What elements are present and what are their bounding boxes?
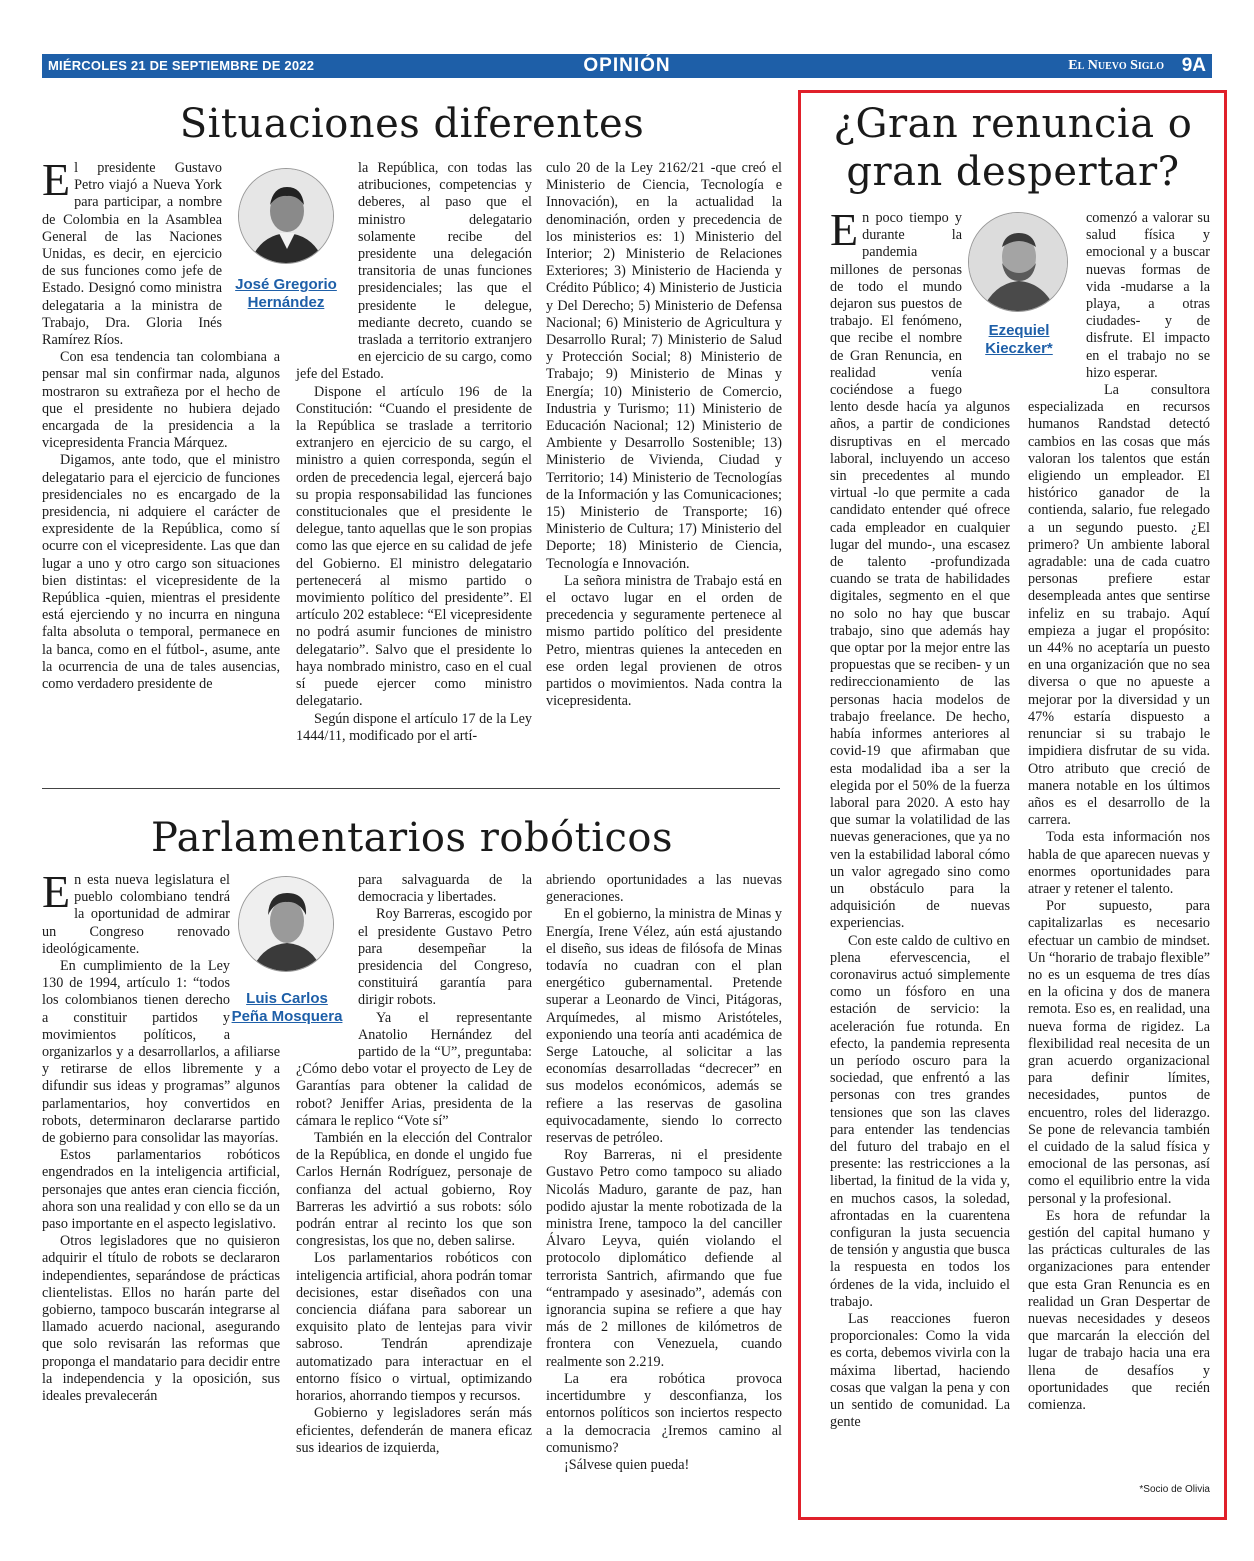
publication-date: MIÉRCOLES 21 DE SEPTIEMBRE DE 2022 xyxy=(48,58,315,73)
article1-column-3 xyxy=(546,160,782,711)
author-name-line1: Luis Carlos xyxy=(246,990,328,1007)
article2-col2-para: Ya el representante Anatolio Hernández del partido de la “U”, preguntaba: ¿Cómo debo votar el proyecto de Ley de Garantías para obtener la calidad de robot? Jeniffer Arias, presidenta de la cámara le replico “Vote sí” xyxy=(296,1009,532,1129)
article1-col2-para: la República, con todas las atribuciones, competencias y deberes, al paso que el ministro delegatario solamente recibe del presidente una delegación transitoria de unas funciones presidenciales; las que el presidente le delegue, mediante decreto, cuando se traslada a territorio extranjero en ejercicio de su cargo, como jefe del Estado. xyxy=(296,160,532,383)
article1-col3-para: culo 20 de la Ley 2162/21 -que creó el Ministerio de Ciencia, Tecnología e Innovación), en la actualidad la denominación, orden y precedencia de los ministerios es: 1) Ministerio del Interior; 2) Ministerio de Relaciones Exteriores; 3) Ministerio de Hacienda y Crédito Público; 4) Ministerio de Justicia y Del Derecho; 5) Ministerio de Defensa Nacional; 6) Ministerio de Agricultura y Desarrollo Rural; 7) Ministerio de Salud y Protección Social; 8) Ministerio de Trabajo; 9) Ministerio de Minas y Energía; 10) Ministerio de Comercio, Industria y Turismo; 11) Ministerio de Educación Nacional; 12) Ministerio de Ambiente y Desarrollo Sostenible; 13) Ministerio de Vivienda, Ciudad y Territorio; 14) Ministerio de Tecnologías de la Información y las Comunicaciones; 15) Ministerio de Transporte; 16) Ministerio de Cultura; 17) Ministerio del Deporte; 18) Ministerio de Ciencia, Tecnología e Innovación. xyxy=(546,160,782,572)
article-title-parlamentarios: Parlamentarios robóticos xyxy=(150,815,674,861)
article1-col2-para: Dispone el artículo 196 de la Constitución: “Cuando el presidente de la República se traslade a territorio extranjero en ejercicio de su cargo, el ministro a quien corresponda, según el orden de precedencia legal, ejercerá bajo su propia responsabilidad las funciones constitucionales que el presidente le delegue, tanto aquellas que le son propias como las que ejerce en su calidad de jefe del Gobierno. El ministro delegatario pertenecerá al mismo partido o movimiento político del presidente”. El artículo 202 establece: “El vicepresidente no podrá asumir funciones de ministro delegatario”. Salvo que el presidente lo haya nombrado ministro, caso en el cual sí puede ejercer como ministro delegatario. xyxy=(296,383,532,710)
title-line2: gran despertar? xyxy=(846,149,1180,195)
article3-col1-para: Las reacciones fueron proporcionales: Como la vida es corta, debemos vivirla con la máxima libertad, haciendo cosas que valgan la pena y con un sentido de comunidad. La gente xyxy=(830,1311,1010,1431)
article2-col1-para: Otros legisladores que no quisieron adquirir el título de robots se declararon independientes, separándose de prácticas clientelistas. Ellos no harán parte del gobierno, tampoco buscarán integrarse al llamado acuerdo nacional, asegurando que solo revisarán las reformas que proponga el mandatario para decidir entre la independencia y la oposición, sus ideales prevalecerán xyxy=(42,1233,280,1405)
author-footnote: *Socio de Olivia xyxy=(1139,1484,1210,1495)
page-number: 9A xyxy=(1181,55,1206,76)
article3-col2-para: Es hora de refundar la gestión del capital humano y las prácticas culturales de las organizaciones para entender que esta Gran Renuncia es en realidad un Gran Despertar de nuevas necesidades y deseos que marcarán la elección del lugar de trabajo hacia una era llena de desafíos y oportunidades que recién comienza. xyxy=(1028,1207,1210,1414)
article1-column-2 xyxy=(296,160,532,745)
article1-col1-para: El presidente Gustavo Petro viajó a Nueva York para participar, a nombre de Colombia en la Asamblea General de las Naciones Unidas, es decir, en ejercicio de sus funciones como jefe de Estado. Designó como ministra delegataria a la ministra de Trabajo, Dra. Gloria Inés Ramírez Ríos. xyxy=(42,154,222,349)
author-name-line2: Peña Mosquera xyxy=(231,1008,343,1025)
article3-dropcap: E xyxy=(830,204,859,255)
article2-col1-para: En esta nueva legislatura el pueblo colombiano tendrá la oportunidad de admirar un Congreso renovado ideológicamente. xyxy=(42,866,230,957)
article2-col2-para: Gobierno y legisladores serán más eficientes, defenderán de manera eficaz sus idearios de izquierda, xyxy=(296,1405,532,1456)
article1-col3-para: La señora ministra de Trabajo está en el octavo lugar en el orden de precedencia y seguramente pertenece al mismo partido político del presidente Petro, mientras quienes la anteceden en ese orden legal provienen de otros partidos o movimientos. Nada contra la vicepresidenta. xyxy=(546,572,782,710)
article2-col3-para: En el gobierno, la ministra de Minas y Energía, Irene Vélez, aún está ajustando el diseño, sus ideas de filósofa de Minas todavía no cuadran con el plan energético gubernamental. Pretende superar a Leonardo de Vinci, Pitágoras, Arquímedes, al mismo Aristóteles, exponiendo una teoría anti académica de Serge Latouche, al solicitar a las economías desarrolladas “decrecer” en sus modelos económicos, además se refiere a las reservas de gasolina equivocadamente, siendo lo correcto reservas de petróleo. xyxy=(546,906,782,1147)
article3-col2-para: La consultora especializada en recursos humanos Randstad detectó cambios en las cosas que más valoran los talentos que están eligiendo un empleador. El histórico ganador de la contienda, salario, fue relegado a un segundo puesto. ¿El primero? Un ambiente laboral agradable: una de cada cuatro personas prefiere estar desempleada antes que sentirse infeliz en su trabajo. Aquí empieza a jugar el propósito: un 44% no aceptaría un puesto en una organización que no sea diversa o que no apueste a mejorar por la diversidad y un 47% estaría dispuesto a renunciar si su trabajo le impidiera disfrutar de su vida. Otro atributo que creció de manera notable en los últimos años es el desarrollo de la carrera. xyxy=(1028,382,1210,829)
article3-col2-para: Por supuesto, para capitalizarlas es necesario efectuar un cambio de mindset. Un “horario de trabajo flexible” no es un esquema de tres días en la oficina y dos de manera remota. Eso es, en realidad, una nueva forma de rigidez. La flexibilidad real necesita de un gran acuerdo organizacional para definir límites, necesidades, puntos de encuentro, roles del liderazgo. Se pone de relevancia también el cuidado de la salud física y emocional de las personas, así como el equilibrio entre la vida personal y la profesional. xyxy=(1028,898,1210,1207)
article2-col1-para: Estos parlamentarios robóticos engendrados en la inteligencia artificial, personajes que antes eran ciencia ficción, ahora son una realidad y con ello se da un paso importante en el aspecto legislativo. xyxy=(42,1147,280,1233)
article3-col2-para: comenzó a valorar su salud física y emocional y a buscar nuevas formas de vida -mudarse a la playa, a otras ciudades- y de disfrute. El impacto en el trabajo no se hizo esperar. xyxy=(1086,210,1210,381)
article3-column-2 xyxy=(1028,210,1210,1414)
article2-col2-para: Los parlamentarios robóticos con inteligencia artificial, ahora podrán tomar decisiones, estar diseñados con una conciencia diáfana para saborear un exquisito plato de lentejas para vivir sabroso. Tendrán aprendizaje automatizado para interactuar en el entorno físico o virtual, optimizando horarios, ahorrando tiempos y recursos. xyxy=(296,1250,532,1405)
article2-col2-para: Roy Barreras, escogido por el presidente Gustavo Petro para desempeñar la presidencia del Congreso, constituirá garantía para dirigir robots. xyxy=(358,906,532,1009)
article3-col2-para: Toda esta información nos habla de que aparecen nuevas y enormes oportunidades para atraer y retener el talento. xyxy=(1028,829,1210,897)
author-name-line2: Hernández xyxy=(247,294,325,311)
article-title-gran-renuncia xyxy=(804,100,1222,196)
article2-column-3 xyxy=(546,872,782,1474)
article2-col3-para: La era robótica provoca incertidumbre y desconfianza, los entornos políticos son inciertos respecto a la democracia ¿Iremos camino al comunismo? xyxy=(546,1370,782,1456)
title-line1: ¿Gran renuncia o xyxy=(833,101,1193,147)
article1-col1-para: Con esa tendencia tan colombiana a pensar mal sin confirmar nada, algunos mostraron su extrañeza por el hecho de que el presidente no hubiera dejado encargada de la presidencia a la vicepresidenta Francia Márquez. xyxy=(42,349,280,452)
author-name-line2: Kieczker* xyxy=(985,340,1053,357)
article2-col1-para: En cumplimiento de la Ley 130 de 1994, artículo 1: “todos los colombianos tienen derecho a constituir partidos y movimientos políticos, a organizarlos y a desarrollarlos, a afiliarse y retirarse de ellos libremente y a difundir sus ideas y programas” algunos parlamentarios, hoy convertidos en robots, determinaron declararse partido de gobierno para consolidar las mayorías. xyxy=(42,958,280,1147)
section-title: OPINIÓN xyxy=(583,55,671,76)
article1-col1-para: Digamos, ante todo, que el ministro delegatario para el ejercicio de funciones presidenciales no es encargado de la presidencia, ni adquiere el carácter de expresidente de la República, como sí ocurre con el vicepresidente. Las que dan lugar a uno y otro cargo son situaciones bien distintas: el vicepresidente de la República -quien, mientras el presidente está ejerciendo y no incurra en ninguna falta absoluta o temporal, permanece en la banca, como en el fútbol-, asume, ante la ocurrencia de una de tales ausencias, como verdadero presidente de xyxy=(42,452,280,693)
page-header-bar xyxy=(42,54,1212,78)
article3-col1-para: Con este caldo de cultivo en plena efervescencia, el coronavirus actuó simplemente como un fósforo en una estación de servicio: la aceleración fue rotunda. En efecto, la pandemia representa un período oscuro para la sociedad, que enfrentó a las personas con tres grandes tensiones que son las claves para entender las tendencias del futuro del trabajo en el presente: las restricciones a la libertad, la finitud de la vida y, en muchos casos, la soledad, afrontadas en la cuarentena configuran la justa secuencia de tensión y angustia que busca la respuesta en todos los órdenes de la vida, incluido el trabajo. xyxy=(830,932,1010,1310)
author-name-line1: José Gregorio xyxy=(235,276,337,293)
article-title-situaciones: Situaciones diferentes xyxy=(179,101,645,147)
article1-col2-para: Según dispone el artículo 17 de la Ley 1444/11, modificado por el artí- xyxy=(296,710,532,744)
author-name-line1: Ezequiel xyxy=(988,322,1050,339)
newspaper-brand: El Nuevo Siglo xyxy=(1068,58,1164,73)
article1-dropcap: E xyxy=(42,154,71,205)
article-divider xyxy=(42,788,780,789)
article2-column-2 xyxy=(296,872,532,1457)
article3-col1-para: En poco tiempo y durante la pandemia millones de personas de todo el mundo dejaron sus puestos de trabajo. El fenómeno, que recibe el nombre de Gran Renuncia, en realidad venía cociéndose a fuego lento desde hacía ya algunos años, a partir de condiciones disruptivas en el mercado laboral, incluyendo un acceso sin precedentes al mundo virtual -lo que permite a cada candidato entender qué ofrece cada empleador en cualquier lugar del mundo-, una escasez de talento -profundizada cuando se trata de habilidades digitales, segmento en el que no solo no hay que buscar trabajo, sino que además hay que optar por la mejor entre las propuestas que se reciben- y un redireccionamiento de las personas hacia modelos de trabajo freelance. De hecho, había informes anteriores al covid-19 que afirmaban que esta modalidad iba a ser la elegida por el 50% de la fuerza laboral para 2020. A esto hay que sumar la volatilidad de las nuevas generaciones, que ya no ven la estabilidad laboral cómo un valor agregado sino como un obstáculo para la adquisición de nuevas experiencias. xyxy=(830,204,1010,932)
article2-col3-para: Roy Barreras, ni el presidente Gustavo Petro como tampoco su aliado Nicolás Maduro, garante de paz, han podido ajustar la mente robotizada de la ministra Irene, tampoco la del canciller Álvaro Leyva, quién violando el protocolo diplomático defiende al terrorista Santrich, afirmando que fue “entrampado y asesinado”, además con ignorancia supina se refiere a que hay más de 2 millones de kilómetros de frontera con Venezuela, cuando realmente son 2.219. xyxy=(546,1147,782,1370)
article2-col3-para: abriendo oportunidades a las nuevas generaciones. xyxy=(546,872,782,906)
article2-dropcap: E xyxy=(42,866,71,917)
article3-column-1 xyxy=(830,204,1010,1431)
article2-col2-para: También en la elección del Contralor de la República, en donde el ungido fue Carlos Hernán Rodríguez, personaje de confianza del actual gobierno, Roy Barreras les advirtió a sus robots: sólo podrán entrar al recinto los que son congresistas, los que no, deben salirse. xyxy=(296,1130,532,1250)
article2-col3-para: ¡Sálvese quien pueda! xyxy=(564,1456,690,1473)
article2-column-1 xyxy=(42,866,280,1405)
article2-col2-para: para salvaguarda de la democracia y libertades. xyxy=(358,872,532,906)
